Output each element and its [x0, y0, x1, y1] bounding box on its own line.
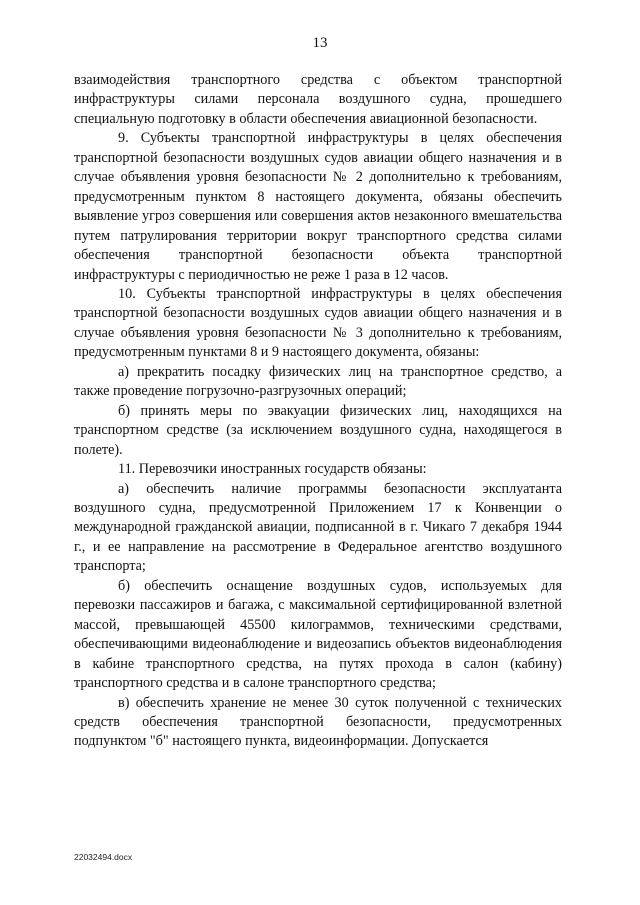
paragraph-continuation: взаимодействия транспортного средства с объектом транспортной инфраструктуры силами персонала воздушного судна, прошедшего специальную подготовку в области обеспечения авиационной безопасности. — [74, 72, 562, 127]
paragraph-item-10-a: а) прекратить посадку физических лиц на транспортное средство, а также проведение погрузочно-разгрузочных операций; — [74, 363, 562, 400]
paragraph-item-11: 11. Перевозчики иностранных государств обязаны: — [118, 461, 427, 478]
footer-filename: 22032494.docx — [74, 852, 133, 862]
document-body — [74, 71, 562, 752]
page-number: 13 — [312, 35, 328, 51]
paragraph-item-11-a: а) обеспечить наличие программы безопасности эксплуатанта воздушного судна, предусмотренной Приложением 17 к Конвенции о международной гражданской авиации, подписанной в г. Чикаго 7 декабря 1944 г., и ее направление на рассмотрение в Федеральное агентство воздушного транспорта; — [74, 480, 562, 575]
paragraph-item-11-b: б) обеспечить оснащение воздушных судов, используемых для перевозки пассажиров и багажа, с максимальной сертифицированной взлетной массой, превышающей 45500 килограммов, техническими средствами, обеспечивающими видеонаблюдение и видеозапись объектов видеонаблюдения в кабине транспортного средства, на путях прохода в салон (кабину) транспортного средства и в салоне транспортного средства; — [74, 577, 562, 692]
paragraph-item-10: 10. Субъекты транспортной инфраструктуры в целях обеспечения транспортной безопасности воздушных судов авиации общего назначения и в случае объявления уровня безопасности № 3 дополнительно к требованиям, предусмотренным пунктами 8 и 9 настоящего документа, обязаны: — [74, 285, 562, 361]
paragraph-item-9: 9. Субъекты транспортной инфраструктуры в целях обеспечения транспортной безопасности воздушных судов авиации общего назначения и в случае объявления уровня безопасности № 2 дополнительно к требованиям, предусмотренным пунктом 8 настоящего документа, обязаны обеспечить выявление угроз совершения или совершения актов незаконного вмешательства путем патрулирования территории вокруг транспортного средства силами обеспечения транспортной безопасности объекта транспортной инфраструктуры с периодичностью не реже 1 раза в 12 часов. — [74, 130, 562, 283]
paragraph-item-10-b: б) принять меры по эвакуации физических лиц, находящихся на транспортном средстве (за исключением воздушного судна, находящегося в полете). — [74, 402, 562, 458]
paragraph-item-11-c: в) обеспечить хранение не менее 30 суток полученной с технических средств обеспечения транспортной безопасности, предусмотренных подпунктом "б" настоящего пункта, видеоинформации. Допускается — [74, 694, 562, 750]
